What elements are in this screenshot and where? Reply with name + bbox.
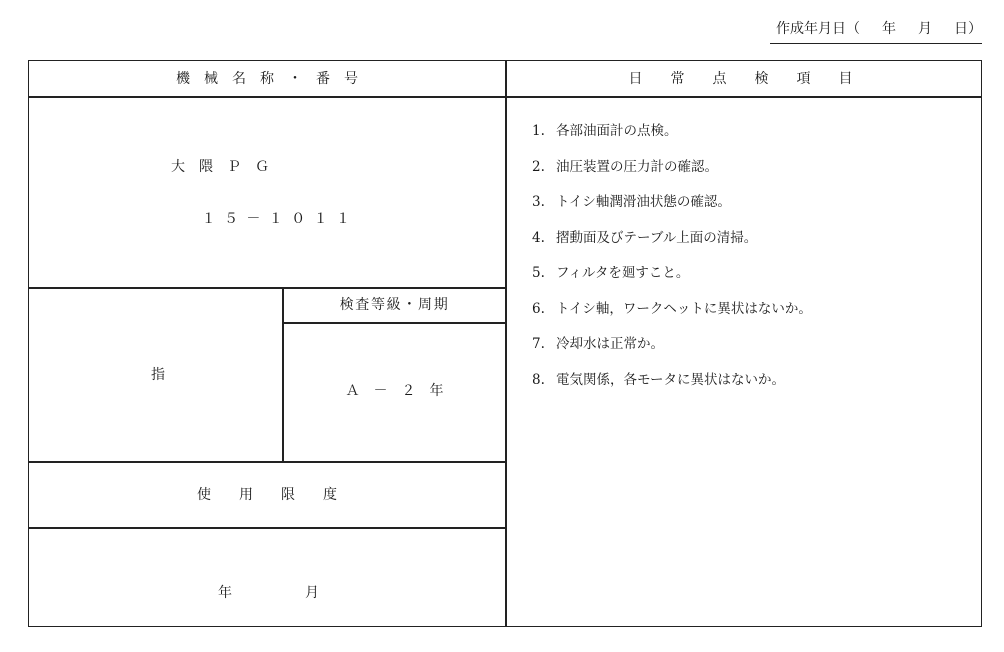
usage-limit-month: 月	[305, 585, 319, 601]
created-date-field	[770, 16, 982, 44]
inspection-item: 5. フィルタを廻すこと。	[532, 265, 690, 281]
inspection-grade-period-header: 検査等級・周期	[339, 297, 450, 313]
usage-limit-header: 使 用 限 度	[197, 487, 337, 503]
inspection-item: 1. 各部油面計の点検。	[532, 123, 678, 139]
center-divider	[505, 60, 507, 627]
machine-name: 大 隈 Ｐ Ｇ	[171, 159, 269, 175]
created-date-month: 月	[918, 21, 932, 37]
machine-section-divider	[28, 287, 506, 289]
machine-number: １５－１０１１	[201, 211, 359, 227]
daily-inspection-items-header: 日 常 点 検 項 目	[628, 71, 860, 87]
inspection-item: 2. 油圧装置の圧力計の確認。	[532, 158, 718, 175]
header-divider	[28, 96, 982, 98]
inspection-item: 8. 電気関係，各モータに異状はないか。	[532, 371, 785, 388]
inspection-item: 7. 冷却水は正常か。	[532, 336, 664, 352]
usage-limit-year: 年	[218, 585, 232, 601]
machine-name-number-header: 機 械 名 称 ・ 番 号	[176, 71, 358, 87]
inspection-grade-period-value: Ａ － ２ 年	[345, 383, 444, 399]
created-date-label: 作成年月日（	[776, 21, 860, 37]
usage-section-divider	[28, 461, 506, 463]
usage-header-divider	[28, 527, 506, 529]
created-date-year: 年	[882, 21, 896, 37]
instructor-label: 指	[151, 367, 165, 383]
inspection-item: 3. トイシ軸潤滑油状態の確認。	[532, 194, 731, 210]
grade-header-divider	[282, 322, 506, 324]
inspection-item: 4. 摺動面及びテーブル上面の清掃。	[532, 229, 758, 246]
created-date-day: 日）	[954, 21, 982, 37]
daily-inspection-items-list	[532, 120, 812, 404]
inspection-item: 6. トイシ軸，ワークヘットに異状はないか。	[532, 300, 812, 317]
